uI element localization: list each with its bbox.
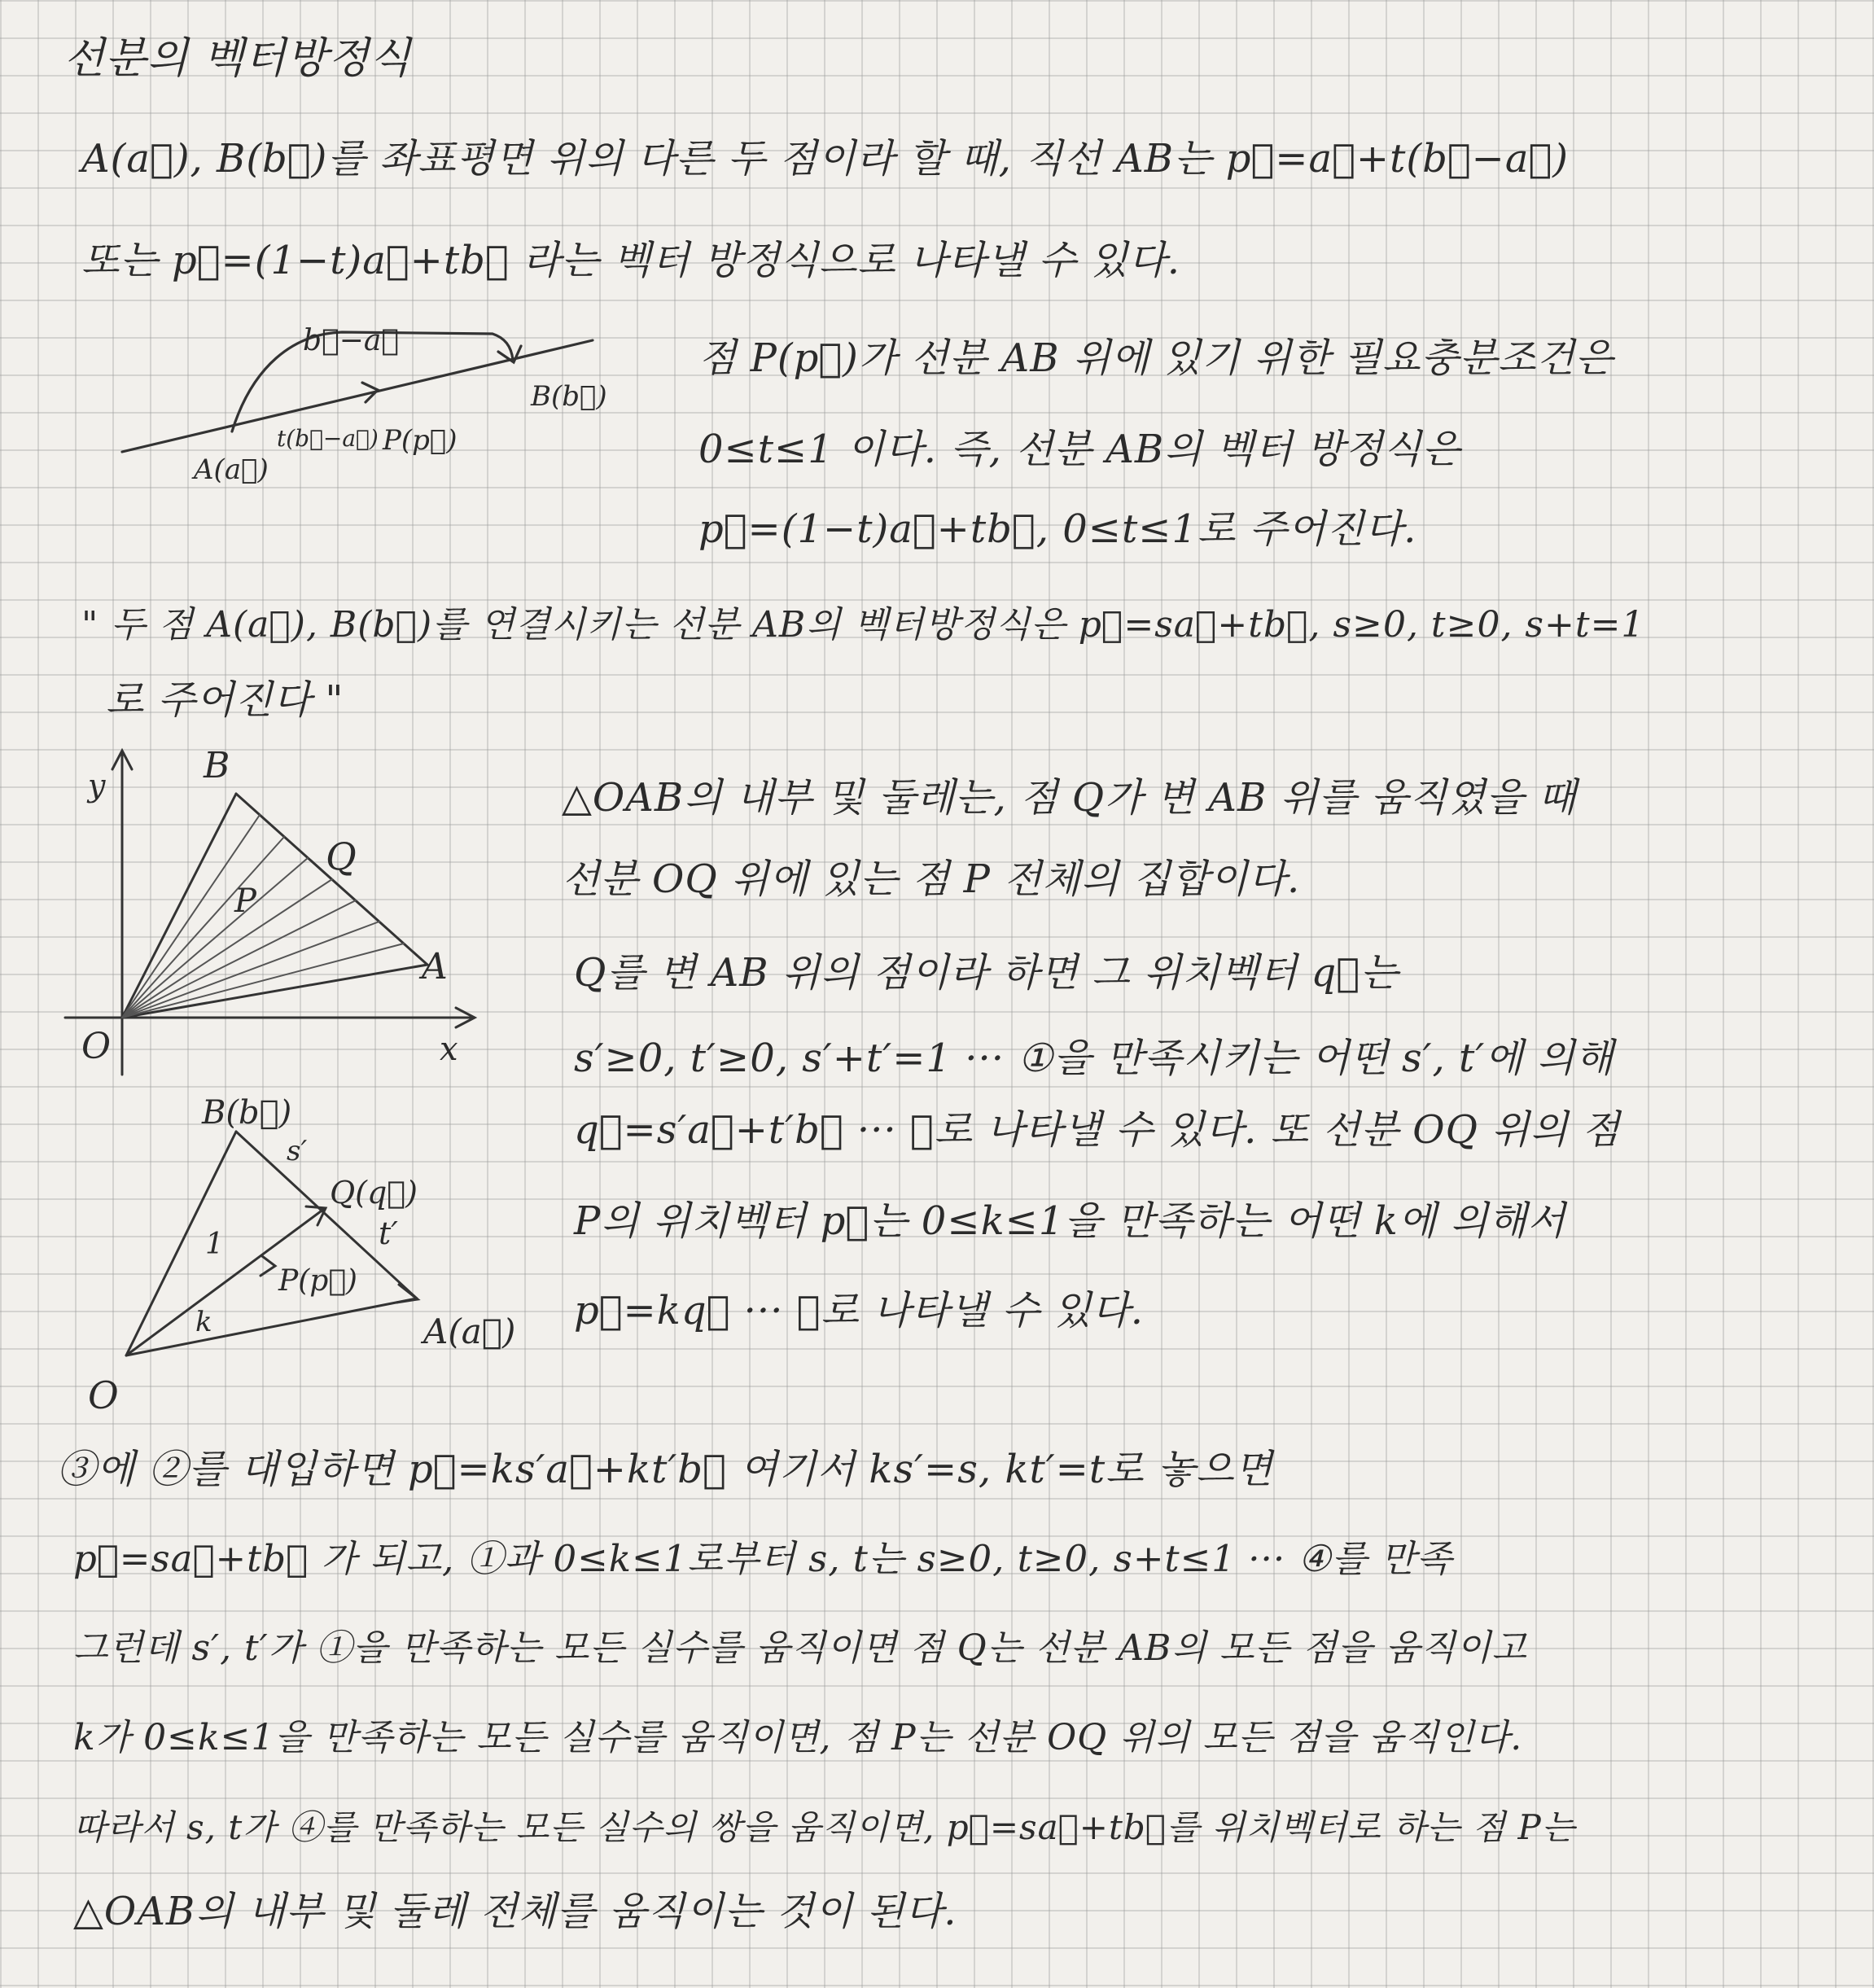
conclusion-line-2: p⃗=sa⃗+tb⃗ 가 되고, ①과 0≤k≤1로부터 s, t는 s≥0, t≥0, s+t≤1 ··· ④를 만족 [73, 1537, 1453, 1580]
conclusion-line-4: k가 0≤k≤1을 만족하는 모든 실수를 움직이면, 점 P는 선분 OQ 위의 모든 점을 움직인다. [73, 1717, 1523, 1758]
graph1-y-label: y [88, 768, 106, 804]
intro-line-2: 또는 p⃗=(1−t)a⃗+tb⃗ 라는 벡터 방정식으로 나타낼 수 있다. [81, 238, 1181, 283]
graph2-one-label: 1 [205, 1228, 224, 1261]
graph1-a-label: A [422, 946, 448, 987]
graph2-s-label: s′ [287, 1135, 308, 1167]
condition-line-3: p⃗=(1−t)a⃗+tb⃗, 0≤t≤1로 주어진다. [698, 506, 1417, 552]
conclusion-line-6: △OAB의 내부 및 둘레 전체를 움직이는 것이 된다. [73, 1889, 957, 1934]
graph1-q-label: Q [326, 834, 357, 878]
graph2-b-label: B(b⃗) [202, 1094, 292, 1132]
graph2-p-label: P(p⃗) [278, 1264, 357, 1298]
triangle-oab-qp-graph [0, 0, 570, 1433]
conclusion-line-5: 따라서 s, t가 ④를 만족하는 모든 실수의 쌍을 움직이면, p⃗=sa⃗+tb⃗를 위치벡터로 하는 점 P는 [73, 1807, 1576, 1847]
segment-oa2 [126, 1298, 417, 1355]
op-arrowhead [261, 1256, 275, 1276]
label-t-b-minus-a: t(b⃗−a⃗) [277, 425, 379, 452]
intro-line-1: A(a⃗), B(b⃗)를 좌표평면 위의 다른 두 점이라 할 때, 직선 AB는 p⃗=a⃗+t(b⃗−a⃗) [81, 136, 1570, 182]
graph2-q-label: Q(q⃗) [330, 1175, 418, 1211]
graph1-b-label: B [204, 745, 230, 786]
label-p: P(p⃗) [383, 424, 458, 457]
graph2-o-label: O [88, 1373, 119, 1417]
label-b: B(b⃗) [531, 380, 607, 413]
condition-line-1: 점 P(p⃗)가 선분 AB 위에 있기 위한 필요충분조건은 [698, 335, 1614, 381]
explain-line-2: 선분 OQ 위에 있는 점 P 전체의 집합이다. [562, 856, 1301, 902]
graph1-x-label: x [440, 1031, 458, 1068]
conclusion-line-1: ③에 ②를 대입하면 p⃗=ks′a⃗+kt′b⃗ 여기서 ks′=s, kt′=t로 놓으면 [57, 1447, 1273, 1492]
ab-arrowhead [396, 1285, 418, 1303]
note-title: 선분의 벡터방정식 [63, 34, 412, 83]
graph1-origin-label: O [81, 1026, 112, 1067]
graph2-a-label: A(a⃗) [423, 1311, 516, 1351]
explain-line-1: △OAB의 내부 및 둘레는, 점 Q가 변 AB 위를 움직였을 때 [562, 775, 1577, 821]
explain-line-3: Q를 변 AB 위의 점이라 하면 그 위치벡터 q⃗는 [574, 950, 1399, 996]
conclusion-line-3: 그런데 s′, t′가 ①을 만족하는 모든 실수를 움직이면 점 Q는 선분 AB의 모든 점을 움직이고 [73, 1627, 1527, 1669]
explain-line-7: p⃗=kq⃗ ··· ③로 나타낼 수 있다. [574, 1288, 1145, 1333]
explain-line-4: s′≥0, t′≥0, s′+t′=1 ··· ①을 만족시키는 어떤 s′, t′에 의해 [574, 1036, 1614, 1081]
graph2-t-label: t′ [379, 1215, 398, 1251]
explain-line-6: P의 위치벡터 p⃗는 0≤k≤1을 만족하는 어떤 k에 의해서 [574, 1198, 1566, 1244]
graph1-p-label: P [234, 882, 256, 920]
label-b-minus-a: b⃗−a⃗ [303, 324, 399, 357]
explain-line-5: q⃗=s′a⃗+t′b⃗ ··· ②로 나타낼 수 있다. 또 선분 OQ 위의 점 [574, 1107, 1621, 1153]
condition-line-2: 0≤t≤1 이다. 즉, 선분 AB의 벡터 방정식은 [698, 427, 1461, 472]
quote-line-1: " 두 점 A(a⃗), B(b⃗)를 연결시키는 선분 AB의 벡터방정식은 p⃗=sa⃗+tb⃗, s≥0, t≥0, s+t=1 [81, 604, 1645, 646]
quote-line-2: 로 주어진다 " [106, 677, 344, 723]
graph2-k-label: k [195, 1306, 212, 1338]
label-a: A(a⃗) [194, 453, 269, 486]
